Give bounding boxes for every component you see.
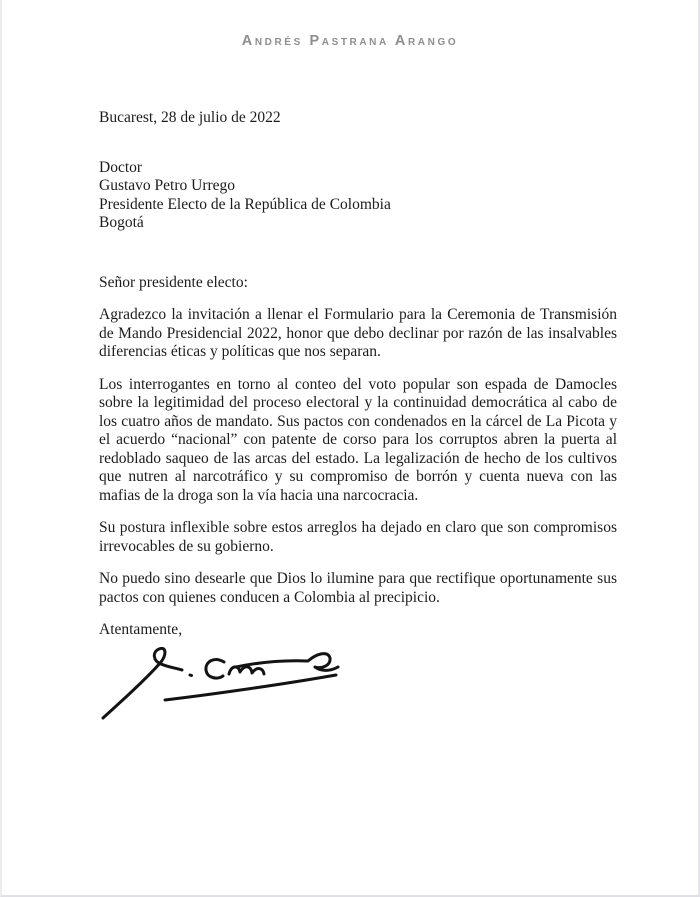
recipient-line: Presidente Electo de la República de Colombia xyxy=(99,195,391,213)
signature-stroke xyxy=(190,675,192,676)
body-paragraph: Agradezco la invitación a llenar el Formulario para la Ceremonia de Transmisión de Mando Presidencial 2022, honor que debo declinar por razón de las insalvables diferencias éticas y políticas que nos separan. xyxy=(99,306,617,360)
recipient-block xyxy=(99,159,617,233)
letterhead xyxy=(2,32,698,50)
signature-stroke xyxy=(206,659,224,677)
date-line: Bucarest, 28 de julio de 2022 xyxy=(99,109,281,126)
body-paragraph: No puedo sino desearle que Dios lo ilumine para que rectifique oportunamente sus pactos con quienes conducen a Colombia al precipicio. xyxy=(99,570,617,606)
body-paragraph: Su postura inflexible sobre estos arreglos ha dejado en claro que son compromisos irrevocables de su gobierno. xyxy=(99,519,617,555)
letterhead-name: Andrés Pastrana Arango xyxy=(241,33,459,49)
recipient-line: Doctor xyxy=(99,158,143,176)
signature-stroke xyxy=(229,666,264,673)
closing: Atentamente, xyxy=(99,621,183,638)
letter-body xyxy=(99,306,617,607)
signature-stroke xyxy=(165,675,336,700)
signature-image xyxy=(94,642,346,722)
body-paragraph: Los interrogantes en torno al conteo del voto popular son espada de Damocles sobre la legitimidad del proceso electoral y la continuidad democrática al cabo de los cuatro años de mandato. Sus pactos con condenados en la cárcel de La Picota y el acuerdo “nacional” con patente de corso para los corruptos abren la puerta al redoblado saqueo de las arcas del estado. La legalización de hecho de los cultivos que nutren al narcotráfico y su compromiso de borrón y cuenta nueva con las mafias de la droga son la vía hacia una narcocracia. xyxy=(99,375,617,504)
recipient-line: Bogotá xyxy=(99,214,144,231)
letter-content xyxy=(2,109,698,722)
recipient-line: Gustavo Petro Urrego xyxy=(99,177,236,194)
salutation: Señor presidente electo: xyxy=(99,273,248,291)
signature-stroke xyxy=(103,648,182,718)
